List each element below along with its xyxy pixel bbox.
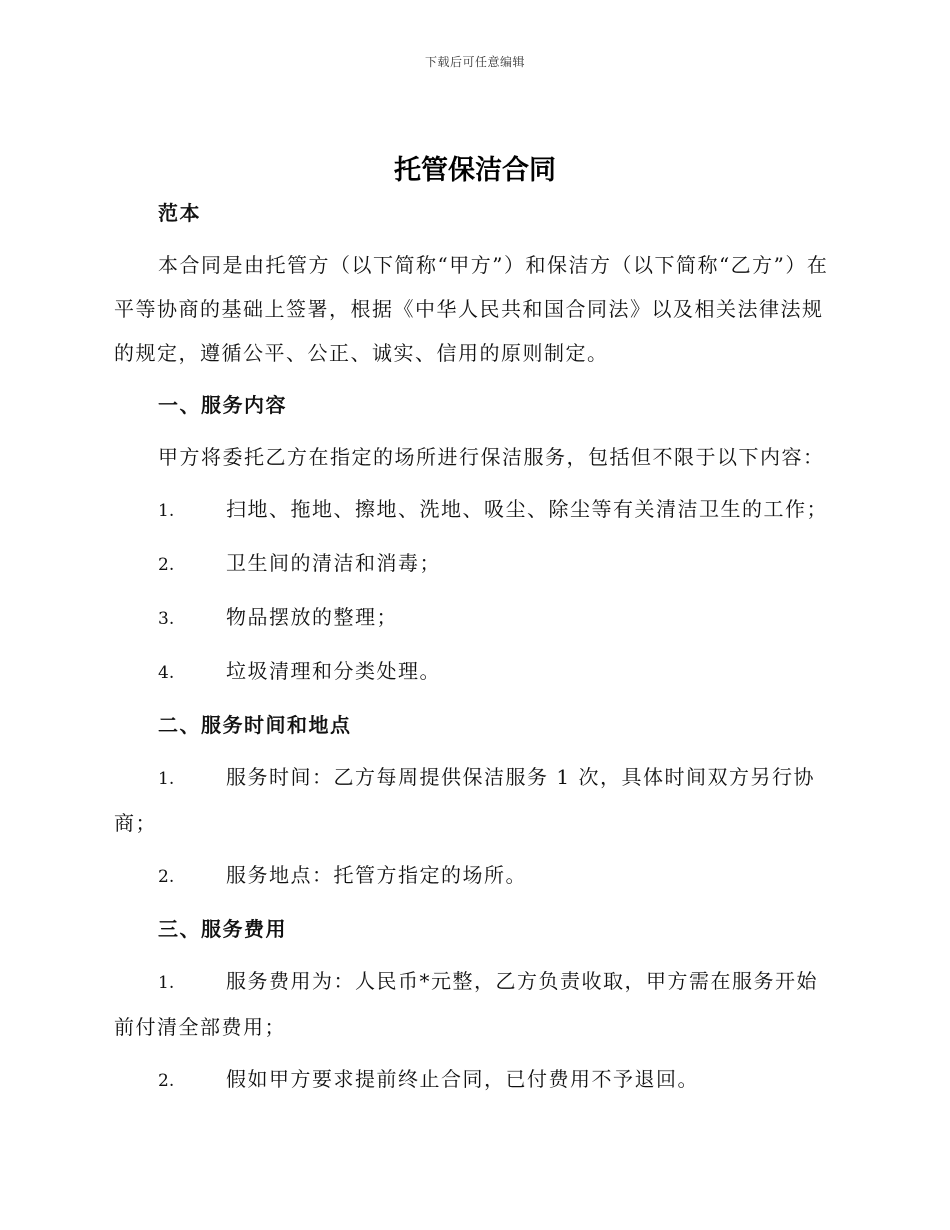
list-item-text: 垃圾清理和分类处理。: [226, 659, 441, 683]
list-item-text: 服务时间：乙方每周提供保洁服务 1 次，具体时间双方另行协商；: [114, 765, 815, 835]
list-item-number: 4.: [158, 663, 175, 683]
list-item: [114, 755, 834, 845]
section-heading: 二、服务时间和地点: [158, 713, 352, 737]
header-note: 下载后可任意编辑: [424, 55, 525, 69]
section-lead: 甲方将委托乙方在指定的场所进行保洁服务，包括但不限于以下内容：: [158, 445, 825, 469]
document-title: 托管保洁合同: [394, 155, 556, 186]
list-item: [114, 595, 834, 641]
document-body: [114, 191, 834, 1111]
list-item-number: 1.: [158, 501, 175, 521]
list-item-number: 1.: [158, 973, 175, 993]
list-item: [114, 649, 834, 695]
list-item-number: 2.: [158, 1071, 175, 1091]
list-item: [114, 487, 834, 533]
list-item-number: 3.: [158, 609, 175, 629]
intro-paragraph: 本合同是由托管方（以下简称“甲方”）和保洁方（以下简称“乙方”）在平等协商的基础上签署，根据《中华人民共和国合同法》以及相关法律法规的规定，遵循公平、公正、诚实、信用的原则制定。: [114, 253, 829, 365]
list-item-number: 2.: [158, 555, 175, 575]
list-item: [114, 959, 834, 1049]
list-item-number: 1.: [158, 769, 175, 789]
list-item: [114, 541, 834, 587]
list-item-text: 假如甲方要求提前终止合同，已付费用不予退回。: [226, 1067, 699, 1091]
subtitle: 范本: [158, 201, 201, 225]
list-item: [114, 1057, 834, 1103]
list-item-text: 扫地、拖地、擦地、洗地、吸尘、除尘等有关清洁卫生的工作；: [226, 497, 828, 521]
list-item-text: 卫生间的清洁和消毒；: [226, 551, 441, 575]
list-item-text: 服务地点：托管方指定的场所。: [226, 863, 527, 887]
list-item-text: 服务费用为：人民币*元整，乙方负责收取，甲方需在服务开始前付清全部费用；: [114, 969, 818, 1039]
list-item: [114, 853, 834, 899]
section-heading: 三、服务费用: [158, 917, 287, 941]
list-item-number: 2.: [158, 867, 175, 887]
list-item-text: 物品摆放的整理；: [226, 605, 398, 629]
section-heading: 一、服务内容: [158, 393, 287, 417]
